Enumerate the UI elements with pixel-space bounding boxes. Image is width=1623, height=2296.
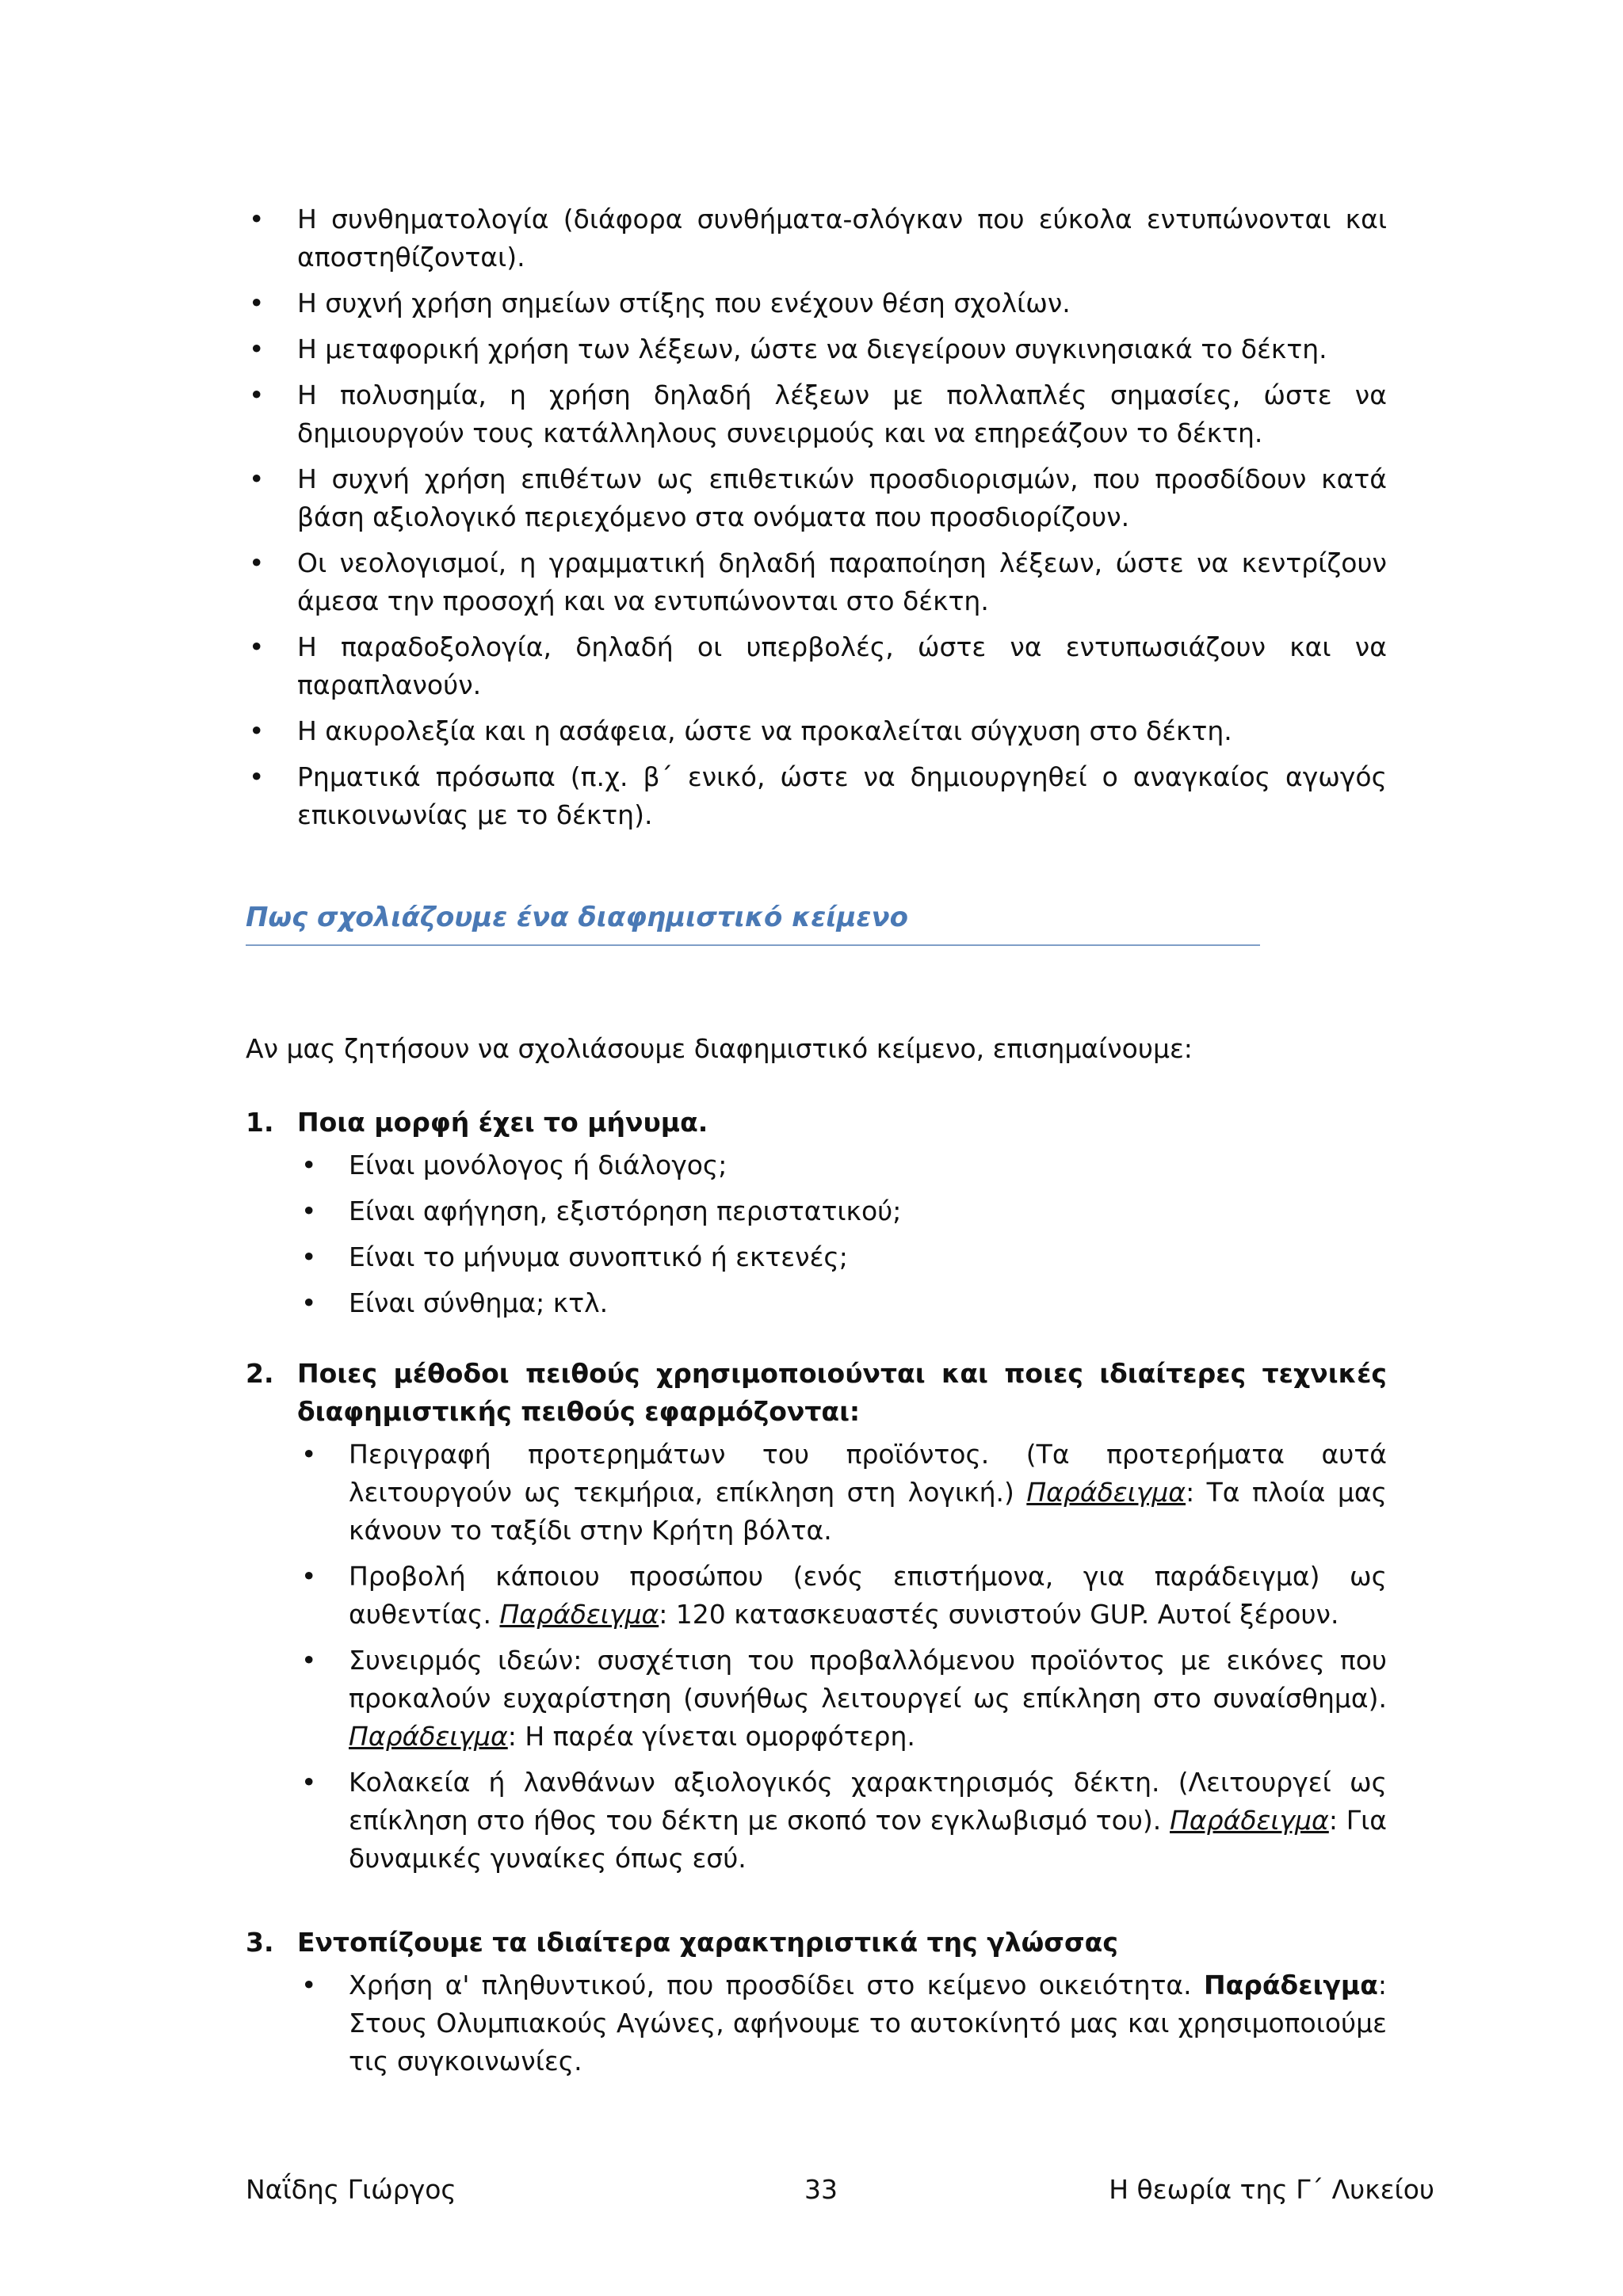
example-text: : Η παρέα γίνεται ομορφότερη.	[507, 1721, 915, 1752]
numbered-section-2	[246, 1355, 1387, 1886]
list-item: • Είναι αφήγηση, εξιστόρηση περιστατικού;	[246, 1192, 1387, 1230]
section-title	[246, 1104, 1387, 1142]
item-text: Κολακεία ή λανθάνων αξιολογικός χαρακτηρισμός δέκτη. (Λειτουργεί ως επίκληση στο ήθος του δέκτη με σκοπό τον εγκλωβισμό του).	[349, 1767, 1387, 1836]
list-item: • Η ακυρολεξία και η ασάφεια, ώστε να προκαλείται σύγχυση στο δέκτη.	[246, 712, 1387, 750]
example-label: Παράδειγμα	[1203, 1970, 1378, 2000]
example-text: : Στους Ολυμπιακούς Αγώνες, αφήνουμε το αυτοκίνητό μας και χρησιμοποιούμε τις συγκοινωνίες.	[349, 1970, 1387, 2077]
section-heading: Πως σχολιάζουμε ένα διαφημιστικό κείμενο	[246, 902, 1260, 946]
numbered-section-1	[246, 1104, 1387, 1330]
section-title	[246, 1355, 1387, 1431]
example-label: Παράδειγμα	[1170, 1805, 1329, 1836]
item-text: Χρήση α' πληθυντικού, που προσδίδει στο κείμενο οικειότητα.	[349, 1970, 1204, 2000]
list-item: • Η συχνή χρήση επιθέτων ως επιθετικών προσδιορισμών, που προσδίδουν κατά βάση αξιολογικό περιεχόμενο στα ονόματα που προσδιορίζουν.	[246, 460, 1387, 536]
example-text: : 120 κατασκευαστές συνιστούν GUP. Αυτοί ξέρουν.	[659, 1599, 1339, 1630]
item-text: Συνειρμός ιδεών: συσχέτιση του προβαλλόμενου προϊόντος με εικόνες που προκαλούν ευχαρίστηση (συνήθως λειτουργεί ως επίκληση στο συναίσθημα).	[349, 1645, 1387, 1714]
list-item: • Είναι σύνθημα; κτλ.	[246, 1284, 1387, 1322]
example-text: : Για δυναμικές γυναίκες όπως εσύ.	[349, 1805, 1388, 1874]
section-title-text: Ποια μορφή έχει το μήνυμα.	[297, 1107, 708, 1138]
list-item	[246, 1558, 1387, 1634]
example-label: Παράδειγμα	[349, 1721, 508, 1752]
list-item: • Οι νεολογισμοί, η γραμματική δηλαδή παραποίηση λέξεων, ώστε να κεντρίζουν άμεσα την προσοχή και να εντυπώνονται στο δέκτη.	[246, 544, 1387, 620]
footer-page-number: 33	[804, 2174, 838, 2205]
item-text: Προβολή κάποιου προσώπου (ενός επιστήμονα, για παράδειγμα) ως αυθεντίας.	[349, 1561, 1387, 1630]
list-item	[246, 1764, 1387, 1878]
section-title-text: Ποιες μέθοδοι πειθούς χρησιμοποιούνται και ποιες ιδιαίτερες τεχνικές διαφημιστικής πειθούς εφαρμόζονται:	[297, 1358, 1387, 1427]
sub-list	[246, 1436, 1387, 1878]
list-item: • Η πολυσημία, η χρήση δηλαδή λέξεων με πολλαπλές σημασίες, ώστε να δημιουργούν τους κατάλληλους συνειρμούς και να επηρεάζουν το δέκτη.	[246, 376, 1387, 452]
sub-list	[246, 1966, 1387, 2081]
example-text: : Τα πλοία μας κάνουν το ταξίδι στην Κρήτη βόλτα.	[349, 1477, 1387, 1546]
numbered-section-3	[246, 1924, 1387, 2088]
intro-paragraph: Αν μας ζητήσουν να σχολιάσουμε διαφημιστικό κείμενο, επισημαίνουμε:	[246, 1033, 1193, 1064]
section-number: 2.	[246, 1358, 274, 1389]
footer-book-title: Η θεωρία της Γ΄ Λυκείου	[1109, 2174, 1434, 2205]
list-item	[246, 1966, 1387, 2081]
list-item: • Είναι το μήνυμα συνοπτικό ή εκτενές;	[246, 1238, 1387, 1276]
list-item: • Η συνθηματολογία (διάφορα συνθήματα-σλόγκαν που εύκολα εντυπώνονται και αποστηθίζονται).	[246, 200, 1387, 277]
section-number: 3.	[246, 1927, 274, 1958]
list-item: • Είναι μονόλογος ή διάλογος;	[246, 1146, 1387, 1184]
item-text: Περιγραφή προτερημάτων του προϊόντος. (Τα προτερήματα αυτά λειτουργούν ως τεκμήρια, επίκληση στη λογική.)	[349, 1439, 1387, 1508]
list-item: • Η συχνή χρήση σημείων στίξης που ενέχουν θέση σχολίων.	[246, 284, 1387, 322]
footer-author: Ναΐδης Γιώργος	[246, 2174, 456, 2205]
sub-list	[246, 1146, 1387, 1322]
list-item	[246, 1436, 1387, 1550]
section-title-text: Εντοπίζουμε τα ιδιαίτερα χαρακτηριστικά της γλώσσας	[297, 1927, 1118, 1958]
example-label: Παράδειγμα	[499, 1599, 659, 1630]
list-item: • Η παραδοξολογία, δηλαδή οι υπερβολές, ώστε να εντυπωσιάζουν και να παραπλανούν.	[246, 628, 1387, 704]
list-item: • Η μεταφορική χρήση των λέξεων, ώστε να διεγείρουν συγκινησιακά το δέκτη.	[246, 330, 1387, 368]
section-title	[246, 1924, 1387, 1962]
section-number: 1.	[246, 1107, 274, 1138]
example-label: Παράδειγμα	[1026, 1477, 1186, 1508]
list-item	[246, 1642, 1387, 1756]
list-item: • Ρηματικά πρόσωπα (π.χ. β΄ ενικό, ώστε να δημιουργηθεί ο αναγκαίος αγωγός επικοινωνίας με το δέκτη).	[246, 758, 1387, 834]
top-bullet-list	[246, 200, 1387, 842]
